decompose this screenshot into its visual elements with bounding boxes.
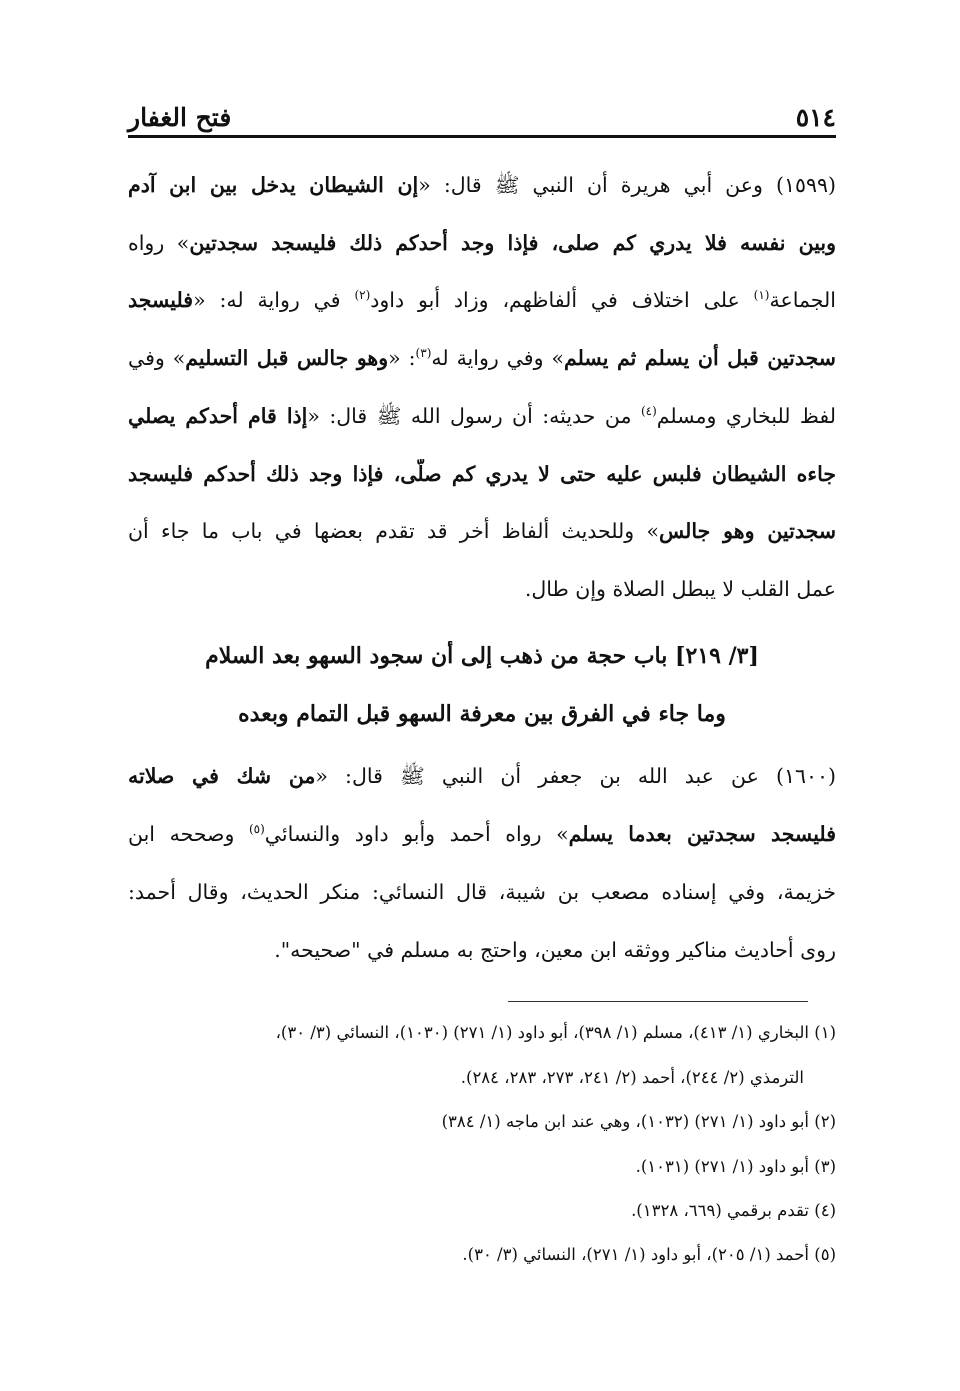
text-line: (١٥٩٩) وعن أبي هريرة أن النبي ﷺ قال: «إن الشيطان يدخل بين ابن آدم [128, 173, 836, 197]
chapter-subtitle: وما جاء في الفرق بين معرفة السهو قبل التمام وبعده [238, 701, 726, 727]
chapter-title: [٣/ ٢١٩] باب حجة من ذهب إلى أن سجود السهو بعد السلام [205, 643, 759, 669]
text-line: خزيمة، وفي إسناده مصعب بن شيبة، قال النسائي: منكر الحديث، وقال أحمد: [128, 880, 836, 904]
text-line: سجدتين قبل أن يسلم ثم يسلم» وفي رواية له$^{(٣)}$: «وهو جالس قبل التسليم» وفي [128, 346, 836, 370]
text-line: روى أحاديث مناكير ووثقه ابن معين، واحتج به مسلم في "صحيحه". [274, 938, 836, 962]
footnote: (٥) أحمد (١/ ٢٠٥)، أبو داود (١/ ٢٧١)، النسائي (٣/ ٣٠). [462, 1245, 836, 1264]
footnote-ref: (٢) [354, 288, 371, 303]
text-line: عمل القلب لا يبطل الصلاة وإن طال. [524, 577, 836, 601]
text-line: فليسجد سجدتين بعدما يسلم» رواه أحمد وأبو داود والنسائي$^{(٥)}$ وصححه ابن [128, 822, 836, 846]
footnote-ref: (٣) [415, 346, 432, 361]
footnote-separator [508, 1001, 808, 1002]
footnote: (٣) أبو داود (١/ ٢٧١) (١٠٣١). [635, 1157, 836, 1176]
text-line: لفظ للبخاري ومسلم$^{(٤)}$ من حديثه: أن رسول الله ﷺ قال: «إذا قام أحدكم يصلي [128, 404, 836, 428]
footnote-ref: (٥) [248, 822, 265, 837]
book-title: فتح الغفار [128, 103, 232, 132]
footnote-ref: (٤) [640, 404, 657, 419]
footnote: (١) البخاري (١/ ٤١٣)، مسلم (١/ ٣٩٨)، أبو داود (١/ ٢٧١) (١٠٣٠)، النسائي (٣/ ٣٠)، [275, 1023, 836, 1042]
page-number: ٥١٤ [795, 103, 836, 132]
text-line: الجماعة$^{(١)}$ على اختلاف في ألفاظهم، وزاد أبو داود$^{(٢)}$ في رواية له: «فليسجد [128, 288, 836, 312]
footnote: (٢) أبو داود (١/ ٢٧١) (١٠٣٢)، وهي عند ابن ماجه (١/ ٣٨٤) [441, 1112, 836, 1131]
text-line: (١٦٠٠) عن عبد الله بن جعفر أن النبي ﷺ قال: «من شك في صلاته [128, 764, 836, 788]
running-header [128, 98, 836, 132]
text-line: سجدتين وهو جالس» وللحديث ألفاظ أخر قد تقدم بعضها في باب ما جاء أن [128, 519, 836, 543]
footnote-ref: (١) [753, 288, 770, 303]
text-line: وبين نفسه فلا يدري كم صلى، فإذا وجد أحدكم ذلك فليسجد سجدتين» رواه [128, 231, 836, 255]
header-rule [128, 135, 836, 138]
text-line: جاءه الشيطان فلبس عليه حتى لا يدري كم صلَّى، فإذا وجد ذلك أحدكم فليسجد [128, 462, 836, 486]
footnote-continuation: الترمذي (٢/ ٢٤٤)، أحمد (٢/ ٢٤١، ٢٧٣، ٢٨٣، ٢٨٤). [460, 1068, 804, 1087]
footnote: (٤) تقدم برقمي (٦٦٩، ١٣٢٨). [631, 1201, 836, 1220]
